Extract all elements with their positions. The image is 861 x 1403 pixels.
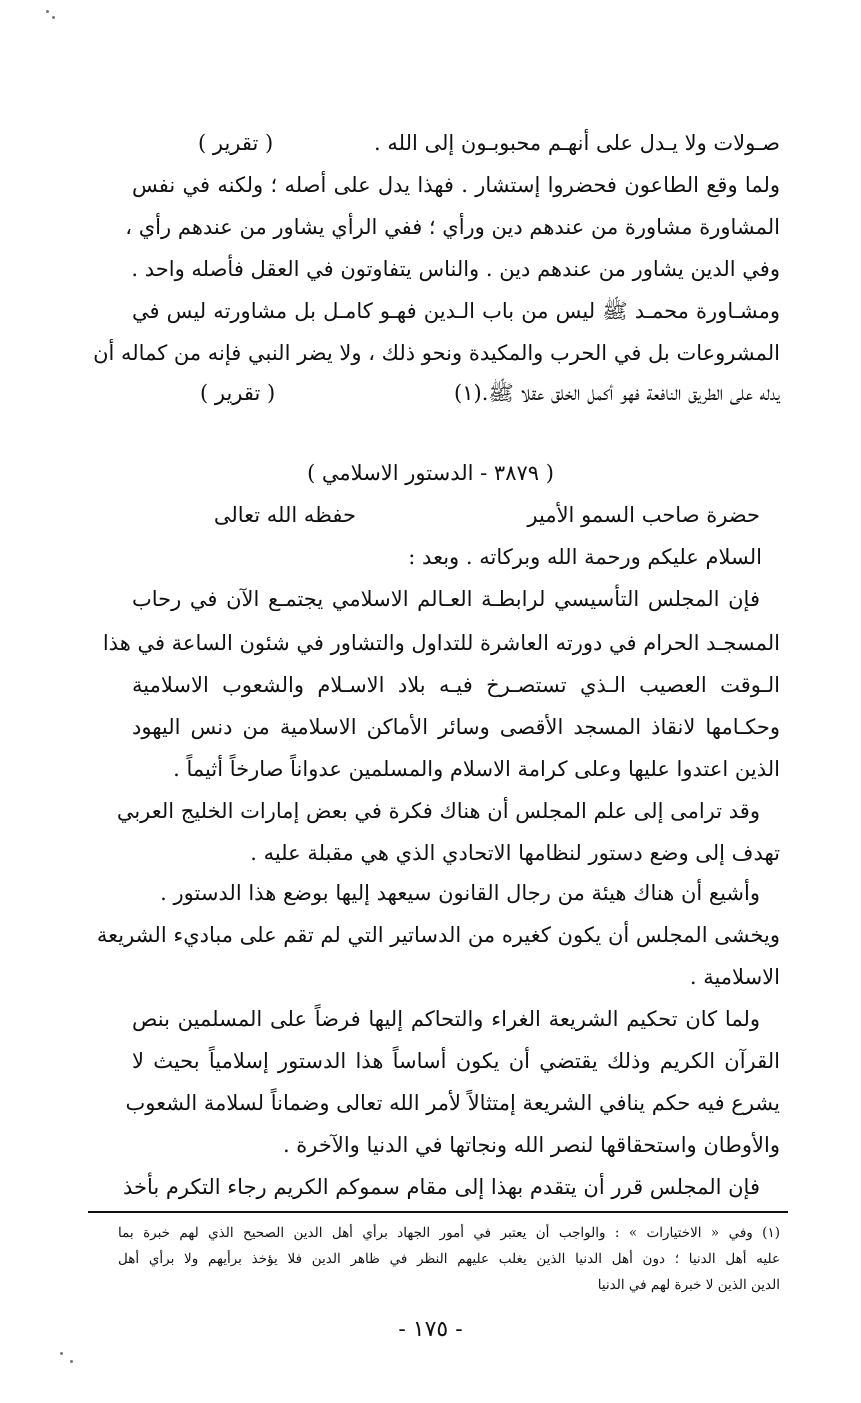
scan-speck (46, 10, 49, 13)
text-line: ولما وقع الطاعون فحضروا إستشار . فهذا يدل على أصله ؛ ولكنه في نفس (132, 173, 780, 197)
text-line: وفي الدين يشاور من عندهم دين . والناس يتفاوتون في العقل فأصله واحد . (131, 257, 780, 281)
text-line: يدله على الطريق النافعة فهو أكمل الخلق عقلا ﷺ.(١) (454, 381, 780, 405)
page-number: - ١٧٥ - (398, 1317, 463, 1342)
text-line: فإن المجلس قرر أن يتقدم بهذا إلى مقام سموكم الكريم رجاء التكرم بأخذ (122, 1175, 760, 1199)
scan-speck (70, 1360, 73, 1363)
address-blessing: حفظه الله تعالى (213, 503, 356, 527)
taqrir-label: ( تقرير ) (200, 381, 276, 405)
text-line: القرآن الكريم وذلك يقتضي أن يكون أساساً هذا الدستور إسلامياً بحيث لا (132, 1049, 780, 1073)
text-line: المسجـد الحرام في دورته العاشرة للتداول والتشاور في شئون الساعة في هذا (102, 631, 780, 655)
scan-speck (60, 1352, 63, 1355)
footnote-line: (١) وفي « الاختيارات » : والواجب أن يعتبر في أمور الجهاد برأي أهل الدين الصحيح الذي لهم خبرة بما (118, 1225, 780, 1241)
text-line: والأوطان واستحقاقها لنصر الله ونجاتها في الدنيا والآخرة . (282, 1133, 780, 1157)
text-line: الـوقت العصيب الـذي تستصـرخ فيـه بلاد الاسـلام والشعوب الاسلامية (132, 673, 780, 697)
footnote-divider (88, 1211, 788, 1213)
address-recipient: حضرة صاحب السمو الأمير (527, 503, 760, 527)
text-line: ويخشى المجلس أن يكون كغيره من الدساتير التي لم تقم على مباديء الشريعة (96, 923, 780, 947)
footnote-line: عليه أهل الدنيا ؛ دون أهل الدنيا الذين يغلب عليهم النظر في ظاهر الدين فلا يؤخذ برأيهم ولا برأي أهل (118, 1251, 780, 1267)
section-title: ( ٣٨٧٩ - الدستور الاسلامي ) (307, 461, 554, 485)
text-line: الاسلامية . (689, 965, 780, 989)
text-line: ومشـاورة محمـد ﷺ ليس من باب الـدين فهـو كامـل بل مشاورته ليس في (132, 299, 780, 323)
text-line: وحكـامها لانقاذ المسجد الأقصى وسائر الأماكن الاسلامية من دنس اليهود (132, 715, 780, 739)
text-line: صـولات ولا يـدل على أنهـم محبوبـون إلى الله . (374, 131, 780, 155)
taqrir-label: ( تقرير ) (198, 131, 274, 155)
text-line: يشرع فيه حكم ينافي الشريعة إمتثالاً لأمر الله تعالى وضماناً لسلامة الشعوب (125, 1091, 780, 1115)
text-line: وقد ترامى إلى علم المجلس أن هناك فكرة في بعض إمارات الخليج العربي (116, 799, 760, 823)
text-line: المشاورة مشاورة من عندهم دين ورأي ؛ ففي الرأي يشاور من عندهم رأي ، (125, 215, 780, 239)
greeting: السلام عليكم ورحمة الله وبركاته . وبعد : (408, 545, 762, 569)
text-line: الذين اعتدوا عليها وعلى كرامة الاسلام والمسلمين عدواناً صارخاً أثيماً . (173, 757, 780, 781)
text-line: تهدف إلى وضع دستور لنظامها الاتحادي الذي هي مقبلة عليه . (250, 841, 780, 865)
text-line: ولما كان تحكيم الشريعة الغراء والتحاكم إليها فرضاً على المسلمين بنص (132, 1007, 760, 1031)
footnote-line: الدين الذين لا خبرة لهم في الدنيا (597, 1277, 780, 1293)
text-line: المشروعات بل في الحرب والمكيدة ونحو ذلك ، ولا يضر النبي فإنه من كماله أن (93, 341, 780, 365)
scan-speck (52, 16, 55, 19)
text-line: فإن المجلس التأسيسي لرابطـة العـالم الاسلامي يجتمـع الآن في رحاب (132, 587, 760, 611)
text-line: وأشيع أن هناك هيئة من رجال القانون سيعهد إليها بوضع هذا الدستور . (160, 881, 760, 905)
